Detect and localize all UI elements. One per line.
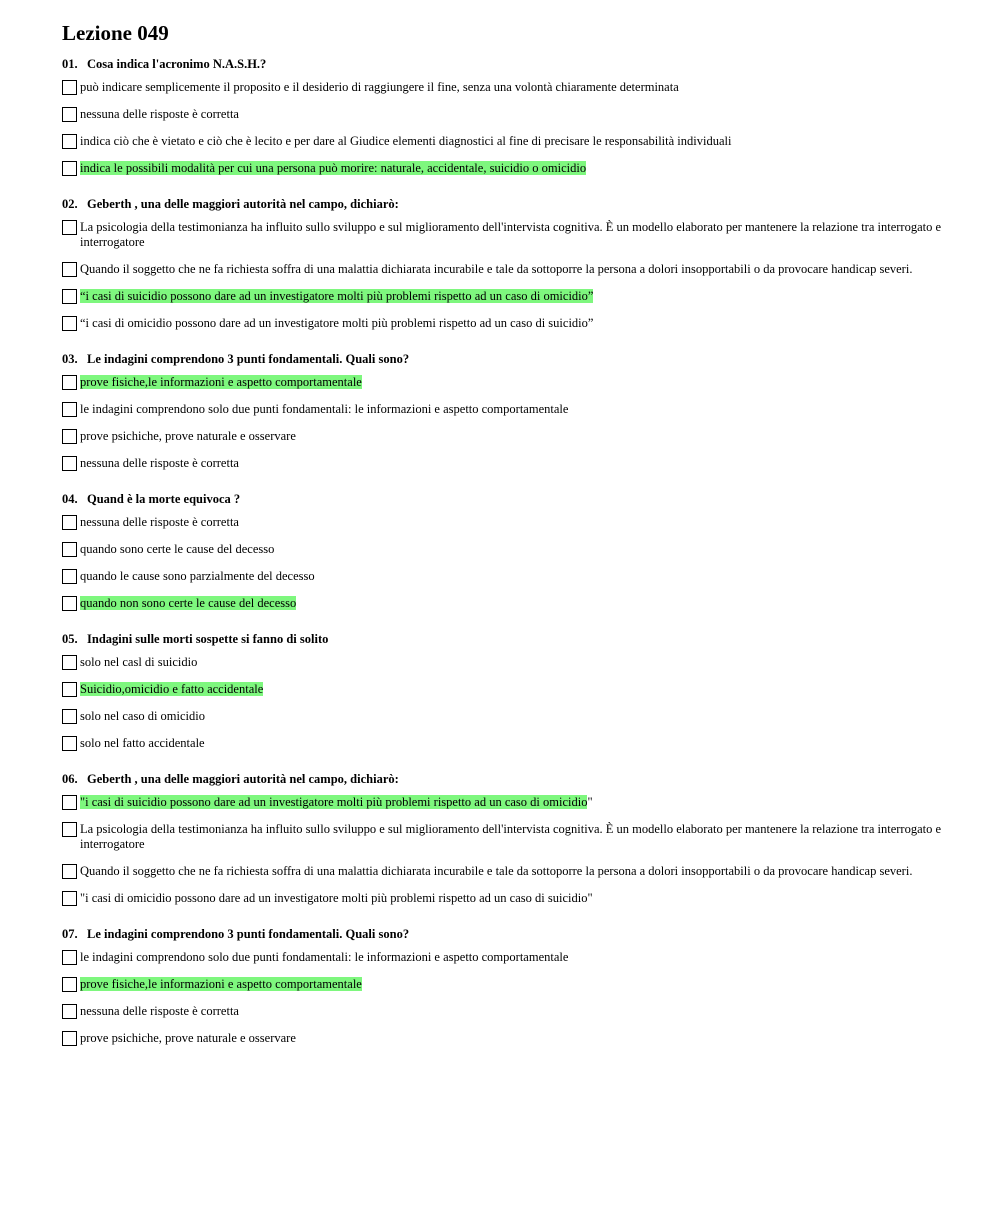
answer-option[interactable] bbox=[62, 1004, 942, 1019]
answer-option[interactable] bbox=[62, 736, 942, 751]
answer-text bbox=[80, 220, 942, 250]
answer-checkbox[interactable] bbox=[62, 289, 77, 304]
answer-text bbox=[80, 682, 942, 697]
answer-text bbox=[80, 107, 942, 122]
correct-answer-highlight: Suicidio,omicidio e fatto accidentale bbox=[80, 682, 264, 696]
correct-answer-highlight: indica le possibili modalità per cui una persona può morire: naturale, accidentale, suicidio o omicidio bbox=[80, 161, 587, 175]
answer-label: " bbox=[587, 795, 593, 809]
answer-checkbox[interactable] bbox=[62, 822, 77, 837]
answer-label: le indagini comprendono solo due punti fondamentali: le informazioni e aspetto comportamentale bbox=[80, 402, 569, 416]
question-title bbox=[62, 631, 942, 647]
correct-answer-highlight: quando non sono certe le cause del decesso bbox=[80, 596, 297, 610]
answer-label: solo nel casl di suicidio bbox=[80, 655, 198, 669]
answer-option[interactable] bbox=[62, 822, 942, 852]
answer-text bbox=[80, 709, 942, 724]
answer-label: quando le cause sono parzialmente del decesso bbox=[80, 569, 315, 583]
answer-text bbox=[80, 795, 942, 810]
answer-checkbox[interactable] bbox=[62, 1031, 77, 1046]
correct-answer-highlight: prove fisiche,le informazioni e aspetto comportamentale bbox=[80, 977, 362, 991]
answer-option[interactable] bbox=[62, 1031, 942, 1046]
answer-text bbox=[80, 822, 942, 852]
answer-option[interactable] bbox=[62, 596, 942, 611]
answer-option[interactable] bbox=[62, 950, 942, 965]
answer-label: nessuna delle risposte è corretta bbox=[80, 515, 239, 529]
question-title bbox=[62, 196, 942, 212]
answer-checkbox[interactable] bbox=[62, 402, 77, 417]
answer-checkbox[interactable] bbox=[62, 950, 77, 965]
question-block bbox=[62, 351, 942, 471]
answer-checkbox[interactable] bbox=[62, 655, 77, 670]
answer-option[interactable] bbox=[62, 220, 942, 250]
answer-option[interactable] bbox=[62, 161, 942, 176]
correct-answer-highlight: prove fisiche,le informazioni e aspetto comportamentale bbox=[80, 375, 362, 389]
answer-option[interactable] bbox=[62, 864, 942, 879]
answer-checkbox[interactable] bbox=[62, 596, 77, 611]
answer-option[interactable] bbox=[62, 456, 942, 471]
answer-text bbox=[80, 134, 942, 149]
answer-checkbox[interactable] bbox=[62, 161, 77, 176]
question-text: Indagini sulle morti sospette si fanno di solito bbox=[87, 632, 329, 646]
answer-text bbox=[80, 429, 942, 444]
answer-checkbox[interactable] bbox=[62, 515, 77, 530]
answer-text bbox=[80, 891, 942, 906]
question-text: Geberth , una delle maggiori autorità nel campo, dichiarò: bbox=[87, 197, 399, 211]
answer-checkbox[interactable] bbox=[62, 795, 77, 810]
question-block bbox=[62, 926, 942, 1046]
question-block bbox=[62, 771, 942, 906]
answer-checkbox[interactable] bbox=[62, 569, 77, 584]
answer-text bbox=[80, 1004, 942, 1019]
answer-checkbox[interactable] bbox=[62, 542, 77, 557]
answer-checkbox[interactable] bbox=[62, 316, 77, 331]
question-block bbox=[62, 491, 942, 611]
answer-option[interactable] bbox=[62, 891, 942, 906]
question-text: Quand è la morte equivoca ? bbox=[87, 492, 241, 506]
correct-answer-highlight: "i casi di suicidio possono dare ad un investigatore molti più problemi rispetto ad un caso di omicidio bbox=[80, 795, 588, 809]
answer-label: “i casi di omicidio possono dare ad un investigatore molti più problemi rispetto ad un caso di suicidio” bbox=[80, 316, 594, 330]
question-number: 01. bbox=[62, 57, 78, 71]
answer-checkbox[interactable] bbox=[62, 891, 77, 906]
answer-checkbox[interactable] bbox=[62, 709, 77, 724]
answer-checkbox[interactable] bbox=[62, 80, 77, 95]
answer-label: La psicologia della testimonianza ha influito sullo sviluppo e sul miglioramento dell'intervista cognitiva. È un modello elaborato per mantenere la relazione tra interrogato e interrogatore bbox=[80, 220, 942, 249]
answer-label: solo nel fatto accidentale bbox=[80, 736, 205, 750]
answer-label: Quando il soggetto che ne fa richiesta soffra di una malattia dichiarata incurabile e tale da sottoporre la persona a dolori insopportabili o da provocare handicap severi. bbox=[80, 864, 913, 878]
answer-text bbox=[80, 515, 942, 530]
answer-label: quando sono certe le cause del decesso bbox=[80, 542, 275, 556]
answer-text bbox=[80, 736, 942, 751]
answer-option[interactable] bbox=[62, 402, 942, 417]
answer-text bbox=[80, 316, 942, 331]
question-title bbox=[62, 56, 942, 72]
answer-label: Quando il soggetto che ne fa richiesta soffra di una malattia dichiarata incurabile e tale da sottoporre la persona a dolori insopportabili o da provocare handicap severi. bbox=[80, 262, 913, 276]
question-title bbox=[62, 351, 942, 367]
answer-text bbox=[80, 977, 942, 992]
answer-label: nessuna delle risposte è corretta bbox=[80, 1004, 239, 1018]
question-title bbox=[62, 926, 942, 942]
answer-label: "i casi di omicidio possono dare ad un investigatore molti più problemi rispetto ad un caso di suicidio" bbox=[80, 891, 593, 905]
question-title bbox=[62, 491, 942, 507]
answer-text bbox=[80, 655, 942, 670]
answer-option[interactable] bbox=[62, 682, 942, 697]
question-number: 03. bbox=[62, 352, 78, 366]
question-text: Le indagini comprendono 3 punti fondamentali. Quali sono? bbox=[87, 352, 410, 366]
question-list bbox=[62, 56, 942, 1046]
question-text: Le indagini comprendono 3 punti fondamentali. Quali sono? bbox=[87, 927, 410, 941]
answer-text bbox=[80, 161, 942, 176]
answer-option[interactable] bbox=[62, 709, 942, 724]
answer-option[interactable] bbox=[62, 134, 942, 149]
answer-label: può indicare semplicemente il proposito e il desiderio di raggiungere il fine, senza una volontà chiaramente determinata bbox=[80, 80, 679, 94]
question-block bbox=[62, 631, 942, 751]
question-number: 06. bbox=[62, 772, 78, 786]
answer-checkbox[interactable] bbox=[62, 107, 77, 122]
answer-text bbox=[80, 375, 942, 390]
answer-label: nessuna delle risposte è corretta bbox=[80, 107, 239, 121]
answer-option[interactable] bbox=[62, 375, 942, 390]
answer-option[interactable] bbox=[62, 80, 942, 95]
answer-checkbox[interactable] bbox=[62, 864, 77, 879]
answer-label: indica ciò che è vietato e ciò che è lecito e per dare al Giudice elementi diagnostici al fine di precisare le responsabilità individuali bbox=[80, 134, 732, 148]
answer-checkbox[interactable] bbox=[62, 977, 77, 992]
answer-label: le indagini comprendono solo due punti fondamentali: le informazioni e aspetto comportamentale bbox=[80, 950, 569, 964]
answer-option[interactable] bbox=[62, 569, 942, 584]
question-block bbox=[62, 56, 942, 176]
question-title bbox=[62, 771, 942, 787]
question-number: 02. bbox=[62, 197, 78, 211]
answer-option[interactable] bbox=[62, 316, 942, 331]
answer-label: prove psichiche, prove naturale e osservare bbox=[80, 1031, 296, 1045]
answer-text bbox=[80, 402, 942, 417]
answer-checkbox[interactable] bbox=[62, 262, 77, 277]
answer-text bbox=[80, 262, 942, 277]
answer-option[interactable] bbox=[62, 289, 942, 304]
answer-checkbox[interactable] bbox=[62, 1004, 77, 1019]
page-title: Lezione 049 bbox=[62, 21, 169, 45]
answer-option[interactable] bbox=[62, 429, 942, 444]
answer-text bbox=[80, 289, 942, 304]
question-block bbox=[62, 196, 942, 331]
answer-text bbox=[80, 596, 942, 611]
answer-checkbox[interactable] bbox=[62, 220, 77, 235]
answer-label: prove psichiche, prove naturale e osservare bbox=[80, 429, 296, 443]
answer-text bbox=[80, 864, 942, 879]
answer-option[interactable] bbox=[62, 107, 942, 122]
answer-text bbox=[80, 80, 942, 95]
answer-label: solo nel caso di omicidio bbox=[80, 709, 205, 723]
answer-checkbox[interactable] bbox=[62, 456, 77, 471]
answer-option[interactable] bbox=[62, 262, 942, 277]
question-number: 04. bbox=[62, 492, 78, 506]
question-text: Geberth , una delle maggiori autorità nel campo, dichiarò: bbox=[87, 772, 399, 786]
answer-text bbox=[80, 1031, 942, 1046]
answer-text bbox=[80, 456, 942, 471]
question-text: Cosa indica l'acronimo N.A.S.H.? bbox=[87, 57, 267, 71]
correct-answer-highlight: “i casi di suicidio possono dare ad un investigatore molti più problemi rispetto ad un caso di omicidio” bbox=[80, 289, 594, 303]
answer-checkbox[interactable] bbox=[62, 429, 77, 444]
answer-checkbox[interactable] bbox=[62, 682, 77, 697]
answer-option[interactable] bbox=[62, 977, 942, 992]
answer-option[interactable] bbox=[62, 515, 942, 530]
question-number: 07. bbox=[62, 927, 78, 941]
answer-text bbox=[80, 950, 942, 965]
answer-option[interactable] bbox=[62, 795, 942, 810]
answer-label: La psicologia della testimonianza ha influito sullo sviluppo e sul miglioramento dell'intervista cognitiva. È un modello elaborato per mantenere la relazione tra interrogato e interrogatore bbox=[80, 822, 942, 851]
answer-text bbox=[80, 569, 942, 584]
answer-option[interactable] bbox=[62, 542, 942, 557]
answer-option[interactable] bbox=[62, 655, 942, 670]
question-number: 05. bbox=[62, 632, 78, 646]
answer-checkbox[interactable] bbox=[62, 134, 77, 149]
answer-checkbox[interactable] bbox=[62, 736, 77, 751]
answer-label: nessuna delle risposte è corretta bbox=[80, 456, 239, 470]
answer-text bbox=[80, 542, 942, 557]
answer-checkbox[interactable] bbox=[62, 375, 77, 390]
